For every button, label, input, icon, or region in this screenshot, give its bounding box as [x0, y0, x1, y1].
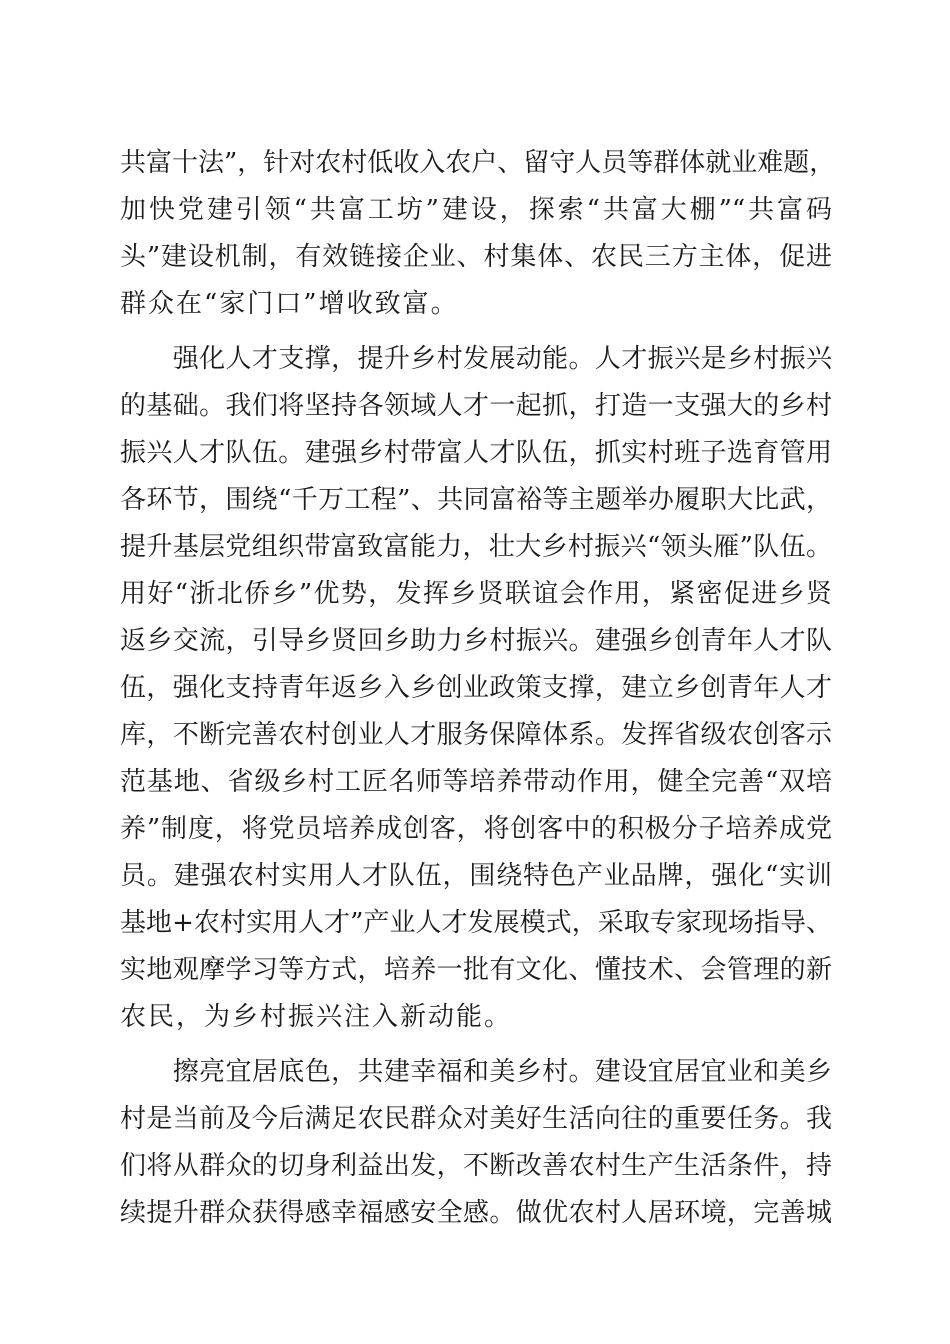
text-line: 续提升群众获得感幸福感安全感。做优农村人居环境，完善城 [120, 1198, 832, 1228]
text-line: 共富十法”，针对农村低收入农户、留守人员等群体就业难题， [120, 148, 836, 178]
text-line: 们将从群众的切身利益出发，不断改善农村生产生活条件，持 [120, 1151, 832, 1181]
text-line: 村是当前及今后满足农民群众对美好生活向往的重要任务。我 [120, 1104, 832, 1134]
text-line: 伍，强化支持青年返乡入乡创业政策支撑，建立乡创青年人才 [120, 673, 832, 703]
text-line: 擦亮宜居底色，共建幸福和美乡村。建设宜居宜业和美乡 [120, 1057, 832, 1087]
text-line: 强化人才支撑，提升乡村发展动能。人才振兴是乡村振兴 [120, 344, 832, 374]
text-line: 各环节，围绕“千万工程”、共同富裕等主题举办履职大比武， [120, 485, 832, 515]
text-line: 提升基层党组织带富致富能力，壮大乡村振兴“领头雁”队伍。 [120, 532, 832, 562]
text-line: 范基地、省级乡村工匠名师等培养带动作用，健全完善“双培 [120, 767, 832, 797]
text-line: 返乡交流，引导乡贤回乡助力乡村振兴。建强乡创青年人才队 [120, 626, 832, 656]
text-line: 员。建强农村实用人才队伍，围绕特色产业品牌，强化“实训 [120, 861, 832, 891]
text-line: 农民，为乡村振兴注入新动能。 [120, 1002, 513, 1032]
text-line: 库，不断完善农村创业人才服务保障体系。发挥省级农创客示 [120, 720, 832, 750]
text-line: 的基础。我们将坚持各领域人才一起抓，打造一支强大的乡村 [120, 391, 832, 421]
document-body [120, 140, 836, 1237]
text-line: 加快党建引领“共富工坊”建设，探索“共富大棚”“共富码 [120, 195, 832, 225]
text-line: 养”制度，将党员培养成创客，将创客中的积极分子培养成党 [120, 814, 832, 844]
text-line: 实地观摩学习等方式，培养一批有文化、懂技术、会管理的新 [120, 955, 832, 985]
text-line: 群众在“家门口”增收致富。 [120, 289, 459, 319]
text-line: 振兴人才队伍。建强乡村带富人才队伍，抓实村班子选育管用 [120, 438, 832, 468]
text-line: 基地+农村实用人才”产业人才发展模式，采取专家现场指导、 [120, 908, 832, 938]
text-line: 头”建设机制，有效链接企业、村集体、农民三方主体，促进 [120, 242, 832, 272]
text-line: 用好“浙北侨乡”优势，发挥乡贤联谊会作用，紧密促进乡贤 [120, 579, 832, 609]
